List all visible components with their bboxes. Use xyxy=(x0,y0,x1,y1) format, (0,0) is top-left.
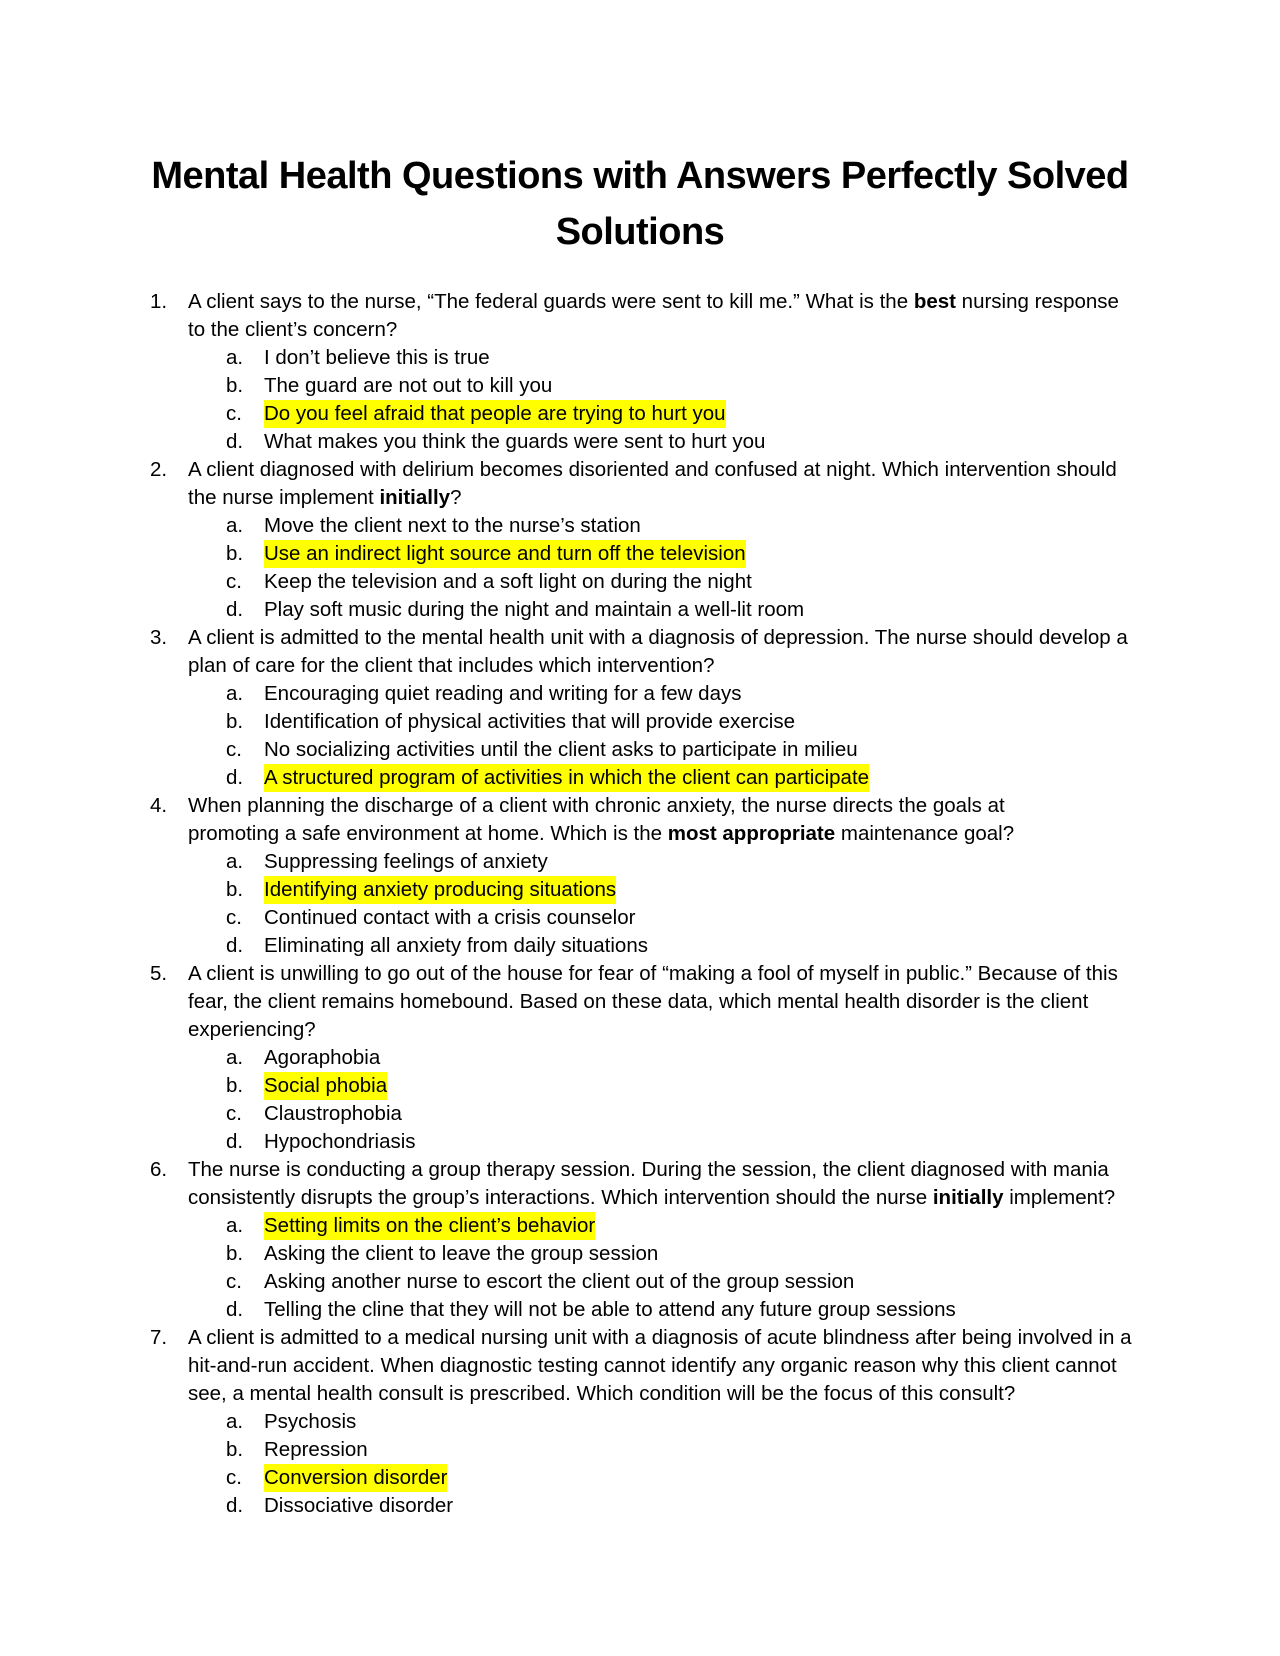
answer-option-a: a. Agoraphobia xyxy=(226,1046,381,1069)
highlighted-answer: Identifying anxiety producing situations xyxy=(264,876,616,904)
highlighted-answer: Conversion disorder xyxy=(264,1464,447,1492)
answer-option-c-correct: c. Conversion disorder xyxy=(0,1464,1280,1492)
highlighted-answer: Setting limits on the client’s behavior xyxy=(264,1212,595,1240)
answer-option-d: d. Telling the cline that they will not be able to attend any future group sessions xyxy=(226,1298,956,1321)
question-text: A client is admitted to a medical nursing unit with a diagnosis of acute blindness after being involved in a hit-and-run accident. When diagnostic testing cannot identify any organic reason why this client cannot see, a mental health consult is prescribed. Which condition will be the focus of this consult? xyxy=(188,1326,1132,1405)
answer-option-a: a. Psychosis xyxy=(226,1410,357,1433)
answer-option-b-correct: b. Social phobia xyxy=(0,1072,1280,1100)
question-text: The nurse is conducting a group therapy session. During the session, the client diagnosed with mania consistently disrupts the group’s interactions. Which intervention should the nurse initially implement? xyxy=(188,1158,1116,1209)
answer-option-b: b. Identification of physical activities that will provide exercise xyxy=(226,710,795,733)
question-7 xyxy=(0,1324,1280,1520)
question-list xyxy=(0,288,1280,1520)
question-number: 3. xyxy=(150,626,168,649)
answer-option-b: b. The guard are not out to kill you xyxy=(226,374,553,397)
question-number: 1. xyxy=(150,290,168,313)
question-text: When planning the discharge of a client with chronic anxiety, the nurse directs the goals at promoting a safe environment at home. Which is the most appropriate maintenance goal? xyxy=(188,794,1015,845)
question-3 xyxy=(0,624,1280,792)
answer-option-c: c. Continued contact with a crisis counselor xyxy=(226,906,636,929)
question-number: 6. xyxy=(150,1158,168,1181)
question-text: A client diagnosed with delirium becomes disoriented and confused at night. Which intervention should the nurse implement initially? xyxy=(188,458,1117,509)
question-2 xyxy=(0,456,1280,624)
answer-option-b-correct: b. Use an indirect light source and turn off the television xyxy=(0,540,1280,568)
answer-option-c-correct: c. Do you feel afraid that people are trying to hurt you xyxy=(0,400,1280,428)
answer-option-d: d. Dissociative disorder xyxy=(226,1494,454,1517)
highlighted-answer: Use an indirect light source and turn off the television xyxy=(264,540,746,568)
answer-option-a: a. Suppressing feelings of anxiety xyxy=(226,850,548,873)
answer-option-c: c. No socializing activities until the client asks to participate in milieu xyxy=(226,738,858,761)
highlighted-answer: Social phobia xyxy=(264,1072,387,1100)
answer-option-a-correct: a. Setting limits on the client’s behavior xyxy=(0,1212,1280,1240)
highlighted-answer: Do you feel afraid that people are trying to hurt you xyxy=(264,400,726,428)
question-text: A client is unwilling to go out of the house for fear of “making a fool of myself in public.” Because of this fear, the client remains homebound. Based on these data, which mental health disorder is the client experiencing? xyxy=(188,962,1118,1041)
answer-option-b: b. Repression xyxy=(226,1438,368,1461)
answer-option-d-correct: d. A structured program of activities in which the client can participate xyxy=(0,764,1280,792)
question-text: A client says to the nurse, “The federal guards were sent to kill me.” What is the best nursing response to the client’s concern? xyxy=(188,290,1119,341)
answer-option-b-correct: b. Identifying anxiety producing situations xyxy=(0,876,1280,904)
question-1 xyxy=(0,288,1280,456)
answer-option-d: d. Eliminating all anxiety from daily situations xyxy=(226,934,648,957)
answer-option-c: c. Claustrophobia xyxy=(226,1102,402,1125)
answer-option-c: c. Asking another nurse to escort the client out of the group session xyxy=(226,1270,855,1293)
highlighted-answer: A structured program of activities in which the client can participate xyxy=(264,764,869,792)
page-title: Mental Health Questions with Answers Perfectly Solved Solutions xyxy=(151,155,1129,253)
question-text: A client is admitted to the mental health unit with a diagnosis of depression. The nurse should develop a plan of care for the client that includes which intervention? xyxy=(188,626,1128,677)
question-6 xyxy=(0,1156,1280,1324)
question-4 xyxy=(0,792,1280,960)
answer-option-a: a. Move the client next to the nurse’s station xyxy=(226,514,641,537)
question-number: 7. xyxy=(150,1326,168,1349)
answer-option-d: d. What makes you think the guards were sent to hurt you xyxy=(226,430,766,453)
answer-option-d: d. Play soft music during the night and maintain a well-lit room xyxy=(226,598,805,621)
question-5 xyxy=(0,960,1280,1156)
answer-option-a: a. I don’t believe this is true xyxy=(226,346,490,369)
question-number: 4. xyxy=(150,794,168,817)
answer-option-d: d. Hypochondriasis xyxy=(226,1130,416,1153)
answer-option-c: c. Keep the television and a soft light on during the night xyxy=(226,570,752,593)
question-number: 2. xyxy=(150,458,168,481)
answer-option-a: a. Encouraging quiet reading and writing for a few days xyxy=(226,682,742,705)
answer-option-b: b. Asking the client to leave the group session xyxy=(226,1242,659,1265)
question-number: 5. xyxy=(150,962,168,985)
